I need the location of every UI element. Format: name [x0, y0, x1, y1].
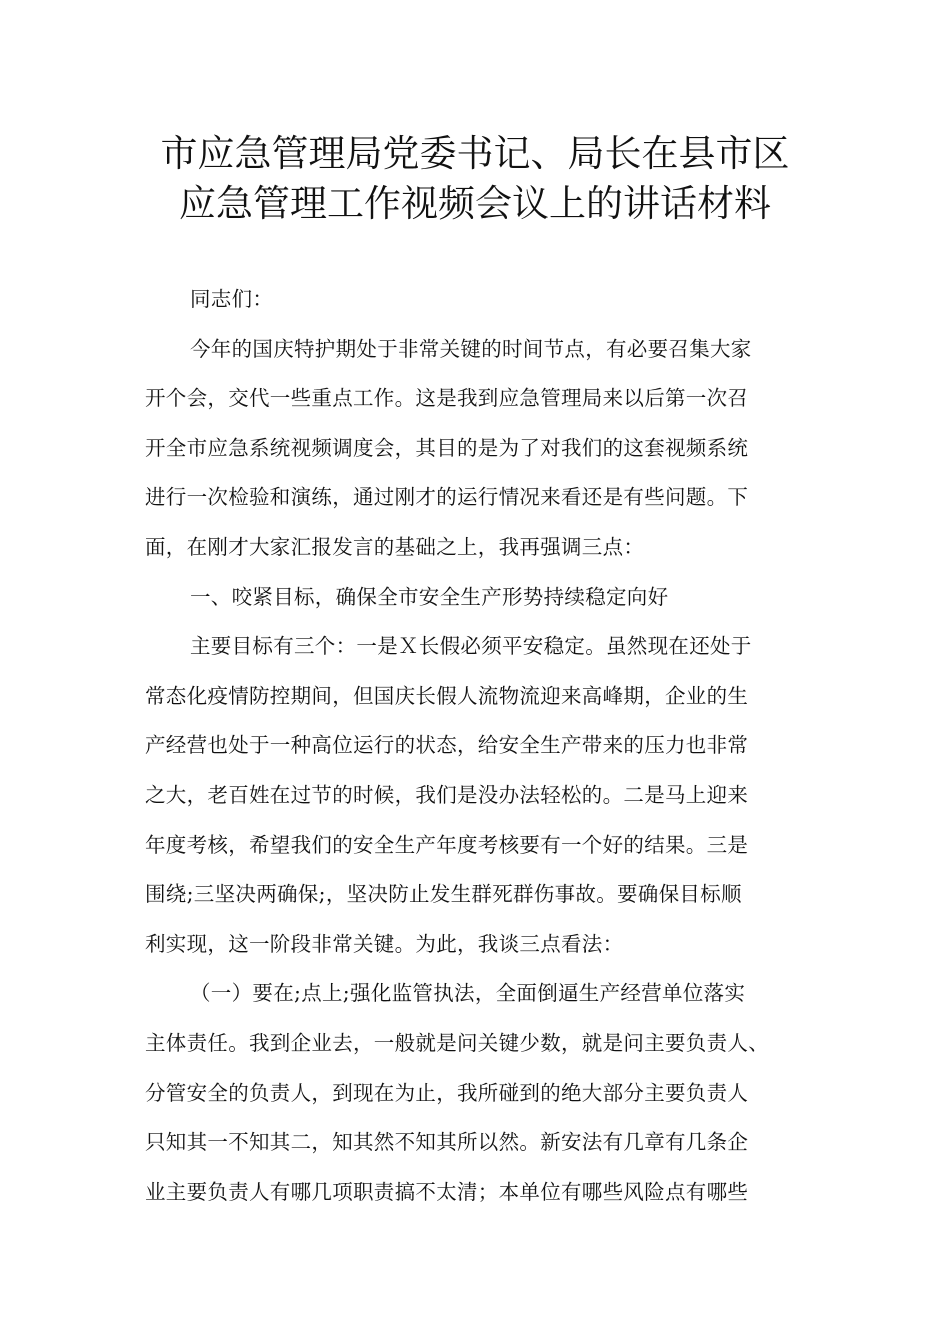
subsection-heading: （一）要在;点上;强化监管执法，全面倒逼生产经营单位落实: [190, 981, 746, 1006]
body-line: 分管安全的负责人，到现在为止，我所碰到的绝大部分主要负责人: [145, 1080, 749, 1105]
body-line: 业主要负责人有哪几项职责搞不太清；本单位有哪些风险点有哪些: [145, 1179, 749, 1204]
body-line: 进行一次检验和演练，通过刚才的运行情况来看还是有些问题。下: [145, 485, 749, 510]
body-line: 只知其一不知其二，知其然不知其所以然。新安法有几章有几条企: [145, 1130, 749, 1155]
document-title-line-2: 应急管理工作视频会议上的讲话材料: [179, 182, 771, 225]
body-line: 利实现，这一阶段非常关键。为此，我谈三点看法：: [145, 931, 624, 956]
body-line: 主体责任。我到企业去，一般就是问关键少数，就是问主要负责人、: [145, 1030, 769, 1055]
body-line: 围绕;三坚决两确保;，坚决防止发生群死群伤事故。要确保目标顺: [145, 882, 742, 907]
document-body: [145, 275, 815, 1217]
body-line: 同志们：: [190, 287, 274, 311]
body-line: 主要目标有三个：一是Ｘ长假必须平安稳定。虽然现在还处于: [190, 634, 752, 659]
section-heading: 一、咬紧目标，确保全市安全生产形势持续稳定向好: [190, 584, 669, 609]
body-line: 年度考核，希望我们的安全生产年度考核要有一个好的结果。三是: [145, 832, 749, 857]
body-line: 开全市应急系统视频调度会，其目的是为了对我们的这套视频系统: [145, 435, 749, 460]
body-line: 今年的国庆特护期处于非常关键的时间节点，有必要召集大家: [190, 336, 752, 361]
body-line: 常态化疫情防控期间，但国庆长假人流物流迎来高峰期，企业的生: [145, 683, 749, 708]
body-line: 面，在刚才大家汇报发言的基础之上，我再强调三点：: [145, 534, 645, 559]
body-line: 产经营也处于一种高位运行的状态，给安全生产带来的压力也非常: [145, 733, 749, 758]
body-line: 之大，老百姓在过节的时候，我们是没办法轻松的。二是马上迎来: [145, 782, 749, 807]
body-line: 开个会，交代一些重点工作。这是我到应急管理局来以后第一次召: [145, 386, 749, 411]
document-title-line-1: 市应急管理局党委书记、局长在县市区: [160, 132, 790, 175]
